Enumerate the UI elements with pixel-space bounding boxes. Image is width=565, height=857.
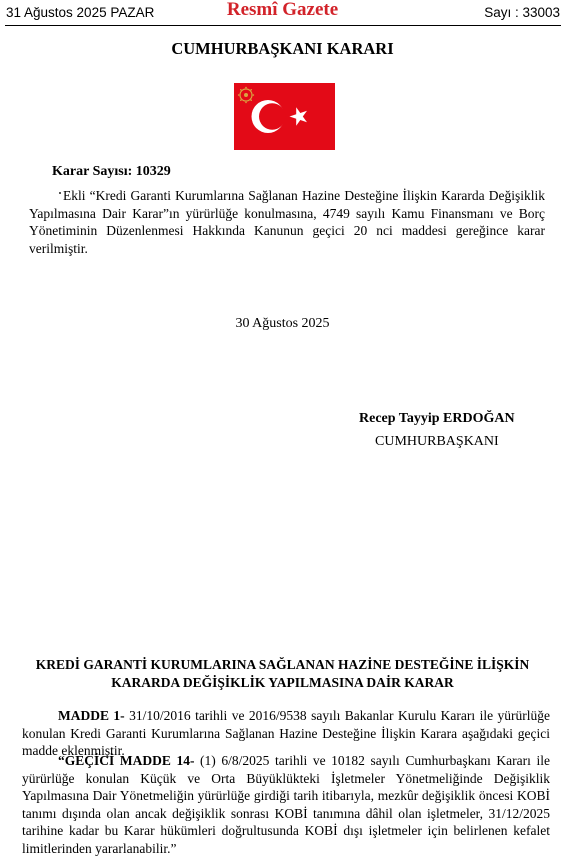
article-1-label: MADDE 1- [58, 708, 125, 723]
gazette-header [0, 0, 565, 26]
temporary-article-text: (1) 6/8/2025 tarihli ve 10182 sayılı Cumhurbaşkanı Kararı ile yürürlüğe konulan Küçük ve Orta Büyüklükteki İşletmeler Yönetmeliğinde Değişiklik Yapılmasına Dair Yönetmeliğin yürürlüğe girdiği tarih itibarıyla, mezkûr değişiklik öncesi KOBİ tanımı dışında olan ancak değişiklik sonrası KOBİ tanımına dâhil olan işletmeler, 31/12/2025 tarihine kadar bu Karar hükümleri doğrultusunda KOBİ dışı işletmeler için belirlenen kefalet limitlerinden yararlanabilir.” [22, 753, 550, 856]
annex-title-line-1: KREDİ GARANTİ KURUMLARINA SAĞLANAN HAZİNE DESTEĞİNE İLİŞKİN [35, 657, 530, 672]
decision-date: 30 Ağustos 2025 [235, 316, 330, 331]
presidential-seal-icon [238, 87, 254, 103]
gazette-title: Resmî Gazete [226, 0, 339, 20]
header-divider [5, 25, 561, 26]
signer-title: CUMHURBAŞKANI [375, 434, 499, 449]
annex-title [0, 656, 565, 692]
flag-crescent-inner [259, 103, 285, 129]
issue-number: Sayı : 33003 [484, 5, 560, 20]
turkish-flag-emblem-icon [234, 83, 335, 150]
decision-paragraph: Ekli “Kredi Garanti Kurumlarına Sağlanan Hazine Desteğine İlişkin Kararda Değişiklik Yapılmasına Dair Karar”ın yürürlüğe konulmasına, 4749 sayılı Kamu Finansmanı ve Borç Yönetiminin Düzenlenmesi Hakkında Kanunun geçici 20 nci maddesi gereğince karar verilmiştir. [29, 188, 545, 256]
document-title: CUMHURBAŞKANI KARARI [171, 39, 394, 58]
temporary-article-14 [22, 752, 550, 857]
signer-name: Recep Tayyip ERDOĞAN [359, 411, 515, 426]
annex-title-line-2: KARARDA DEĞİŞİKLİK YAPILMASINA DAİR KARAR [111, 675, 454, 690]
decision-number: Karar Sayısı: 10329 [52, 164, 171, 179]
temporary-article-label: “GEÇİCİ MADDE 14- [58, 753, 195, 768]
article-1-text: 31/10/2016 tarihli ve 2016/9538 sayılı Bakanlar Kurulu Kararı ile yürürlüğe konulan Kredi Garanti Kurumlarına Sağlanan Hazine Desteğine İlişkin Karara aşağıdaki geçici madde eklenmiştir. [22, 708, 550, 758]
publication-date: 31 Ağustos 2025 PAZAR [6, 5, 155, 20]
